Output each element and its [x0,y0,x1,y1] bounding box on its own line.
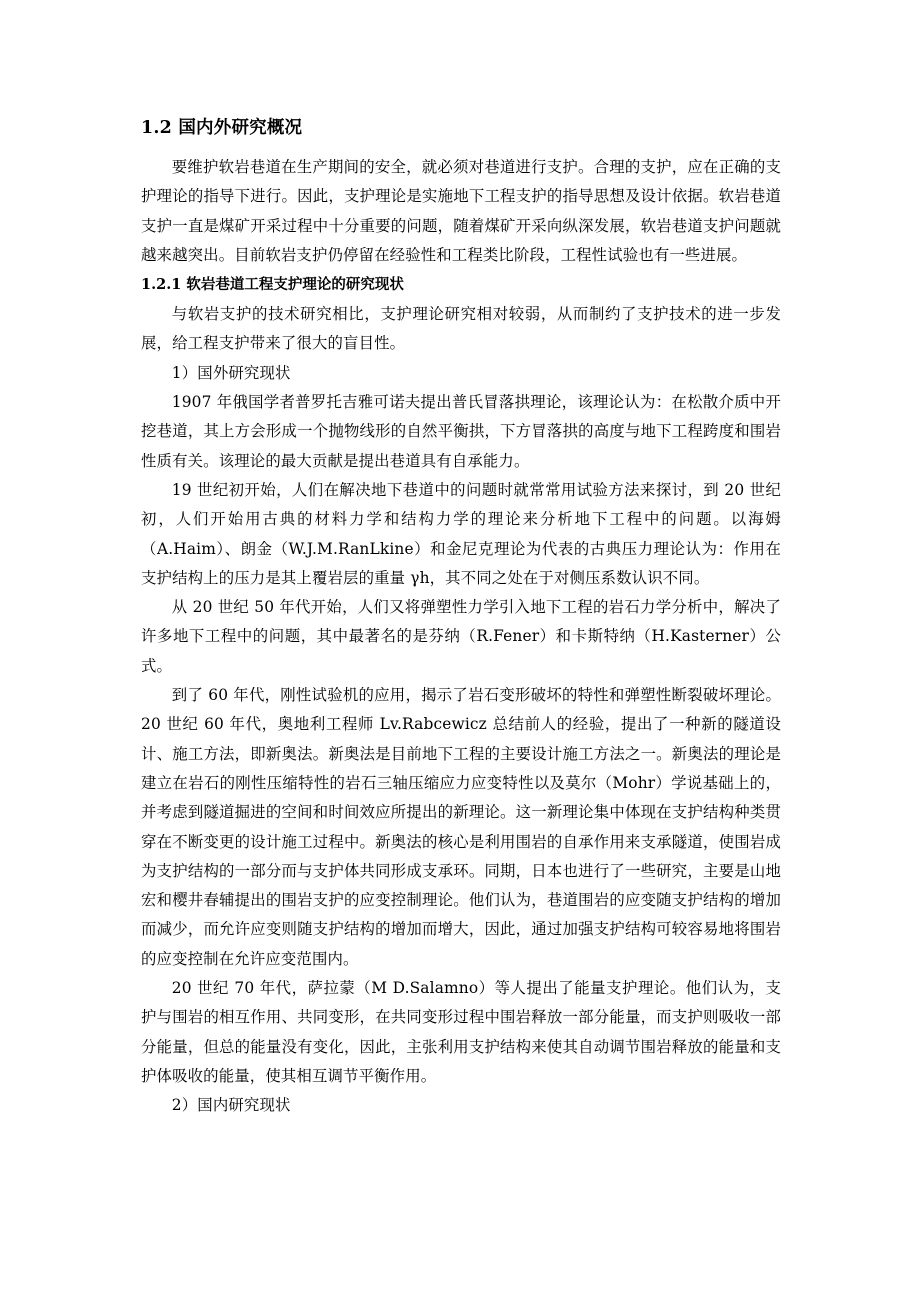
paragraph-protodyakonov-arch: 1907 年俄国学者普罗托吉雅可诺夫提出普氏冒落拱理论，该理论认为：在松散介质中开挖巷道，其上方会形成一个抛物线形的自然平衡拱，下方冒落拱的高度与地下工程跨度和围岩性质有关。该理论的最大贡献是提出巷道具有自承能力。 [141,393,781,470]
list-heading-foreign-research: 1）国外研究现状 [171,363,291,382]
paragraph-energy-support-theory: 20 世纪 70 年代，萨拉蒙（M D.Salamno）等人提出了能量支护理论。他们认为，支护与围岩的相互作用、共同变形，在共同变形过程中围岩释放一部分能量，而支护则吸收一部分能量，但总的能量没有变化，因此，主张利用支护结构来使其自动调节围岩释放的能量和支护体吸收的能量，使其相互调节平衡作用。 [141,979,781,1085]
section-heading: 1.2 国内外研究概况 [141,118,303,138]
paragraph-elastoplastic-mechanics: 从 20 世纪 50 年代开始，人们又将弹塑性力学引入地下工程的岩石力学分析中，解决了许多地下工程中的问题，其中最著名的是芬纳（R.Fener）和卡斯特纳（H.Kasterner）公式。 [141,598,781,675]
paragraph-support-theory-overview: 与软岩支护的技术研究相比，支护理论研究相对较弱，从而制约了支护技术的进一步发展，给工程支护带来了很大的盲目性。 [141,305,781,353]
paragraph-new-austrian-method: 到了 60 年代，刚性试验机的应用，揭示了岩石变形破坏的特性和弹塑性断裂破坏理论。20 世纪 60 年代，奥地利工程师 Lv.Rabcewicz 总结前人的经验，提出了一种新的隧道设计、施工方法，即新奥法。新奥法是目前地下工程的主要设计施工方法之一。新奥法的理论是建立在岩石的刚性压缩特性的岩石三轴压缩应力应变特性以及莫尔（Mohr）学说基础上的，并考虑到隧道掘进的空间和时间效应所提出的新理论。这一新理论集中体现在支护结构种类贯穿在不断变更的设计施工过程中。新奥法的核心是利用围岩的自承作用来支承隧道，使围岩成为支护结构的一部分而与支护体共同形成支承环。同期，日本也进行了一些研究，主要是山地宏和樱井春辅提出的围岩支护的应变控制理论。他们认为，巷道围岩的应变随支护结构的增加而减少，而允许应变则随支护结构的增加而增大，因此，通过加强支护结构可较容易地将围岩的应变控制在允许应变范围内。 [141,686,781,968]
document-body [141,113,781,1121]
list-heading-domestic-research: 2）国内研究现状 [171,1096,291,1115]
paragraph-classical-pressure-theory: 19 世纪初开始，人们在解决地下巷道中的问题时就常常用试验方法来探讨，到 20 世纪初，人们开始用古典的材料力学和结构力学的理论来分析地下工程中的问题。以海姆（A.Haim）、朗金（W.J.M.RanLkine）和金尼克理论为代表的古典压力理论认为：作用在支护结构上的压力是其上覆岩层的重量 γh，其不同之处在于对侧压系数认识不同。 [141,480,781,587]
intro-paragraph: 要维护软岩巷道在生产期间的安全，就必须对巷道进行支护。合理的支护，应在正确的支护理论的指导下进行。因此，支护理论是实施地下工程支护的指导思想及设计依据。软岩巷道支护一直是煤矿开采过程中十分重要的问题，随着煤矿开采向纵深发展，软岩巷道支护问题就越来越突出。目前软岩支护仍停留在经验性和工程类比阶段，工程性试验也有一些进展。 [141,158,781,264]
subsection-heading: 1.2.1 软岩巷道工程支护理论的研究现状 [141,276,404,294]
